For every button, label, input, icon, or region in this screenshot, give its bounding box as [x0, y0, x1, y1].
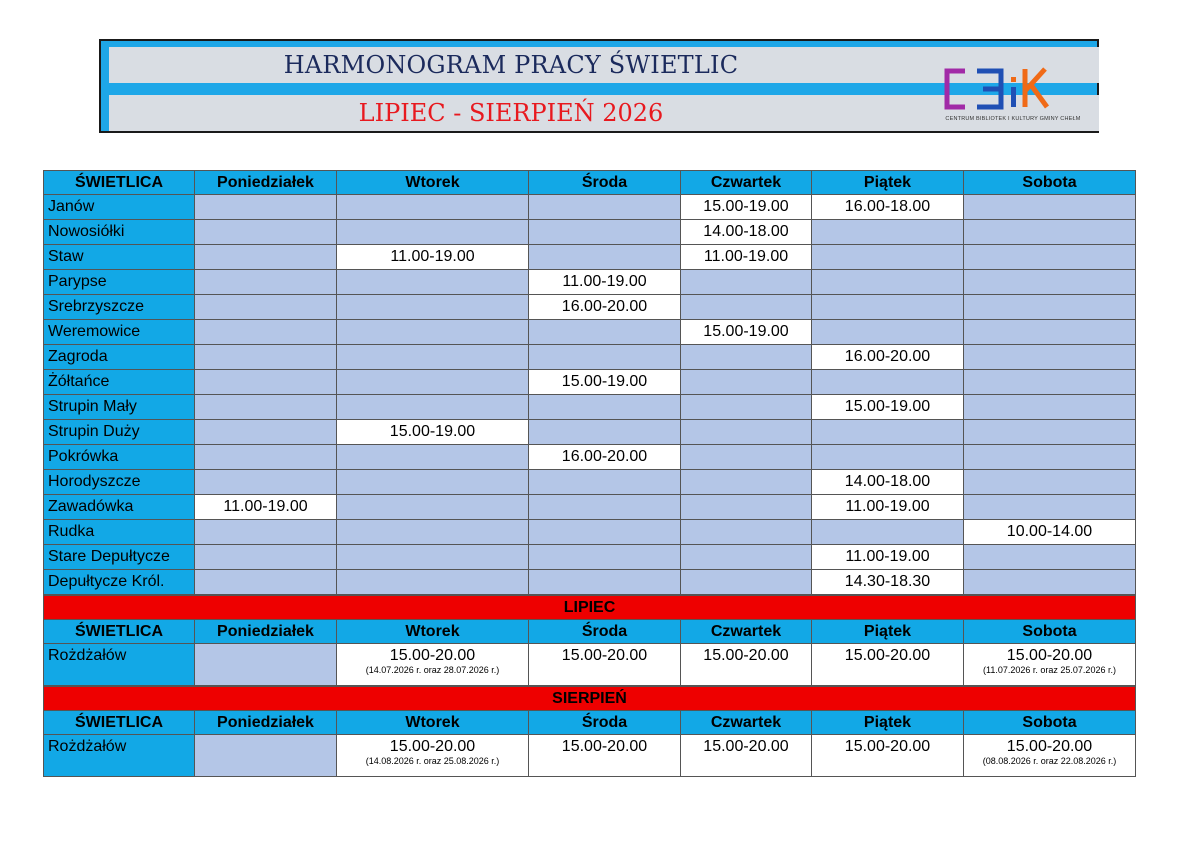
table-row [44, 245, 1136, 270]
col-header-piatek: Piątek [812, 171, 964, 195]
slot-wtorek [337, 735, 529, 777]
slot-sroda [529, 320, 681, 345]
col-header-sobota: Sobota [964, 171, 1136, 195]
slot-poniedzialek [195, 545, 337, 570]
slot-poniedzialek [195, 345, 337, 370]
slot-poniedzialek [195, 735, 337, 777]
slot-wtorek [337, 295, 529, 320]
slot-wtorek [337, 345, 529, 370]
col-header-wtorek: Wtorek [337, 711, 529, 735]
logo-caption: CENTRUM BIBLIOTEK I KULTURY GMINY CHEŁM [945, 116, 1081, 122]
slot-poniedzialek [195, 270, 337, 295]
slot-sroda: 11.00-19.00 [529, 270, 681, 295]
slot-wtorek: 11.00-19.00 [337, 245, 529, 270]
slot-wtorek [337, 195, 529, 220]
slot-sroda [529, 245, 681, 270]
slot-czwartek: 11.00-19.00 [681, 245, 812, 270]
col-header-swietlica: ŚWIETLICA [44, 171, 195, 195]
table-row [44, 295, 1136, 320]
slot-wtorek [337, 644, 529, 686]
slot-piatek: 15.00-19.00 [812, 395, 964, 420]
swietlica-name: Rudka [44, 520, 195, 545]
col-header-sroda: Środa [529, 620, 681, 644]
slot-sobota [964, 420, 1136, 445]
slot-wtorek [337, 545, 529, 570]
slot-czwartek [681, 470, 812, 495]
slot-czwartek: 14.00-18.00 [681, 220, 812, 245]
slot-poniedzialek [195, 420, 337, 445]
slot-czwartek [681, 420, 812, 445]
slot-sobota [964, 495, 1136, 520]
slot-wtorek [337, 495, 529, 520]
header-row [44, 171, 1136, 195]
slot-wtorek [337, 220, 529, 245]
slot-piatek [812, 320, 964, 345]
col-header-piatek: Piątek [812, 711, 964, 735]
table-row [44, 470, 1136, 495]
col-header-swietlica: ŚWIETLICA [44, 711, 195, 735]
col-header-poniedzialek: Poniedziałek [195, 620, 337, 644]
slot-piatek [812, 445, 964, 470]
swietlica-name: Srebrzyszcze [44, 295, 195, 320]
slot-czwartek: 15.00-19.00 [681, 320, 812, 345]
header-row [44, 620, 1136, 644]
slot-sroda: 16.00-20.00 [529, 445, 681, 470]
swietlica-name: Weremowice [44, 320, 195, 345]
slot-poniedzialek [195, 470, 337, 495]
slot-date-note: (14.07.2026 r. oraz 28.07.2026 r.) [365, 665, 500, 675]
slot-piatek: 16.00-18.00 [812, 195, 964, 220]
slot-sroda: 16.00-20.00 [529, 295, 681, 320]
slot-sobota [964, 195, 1136, 220]
month-band-july: LIPIEC [44, 596, 1136, 620]
slot-piatek [812, 295, 964, 320]
slot-piatek: 11.00-19.00 [812, 545, 964, 570]
slot-wtorek [337, 370, 529, 395]
swietlica-name: Rożdżałów [44, 644, 195, 686]
swietlica-name: Strupin Duży [44, 420, 195, 445]
august-section-table [43, 686, 1136, 777]
slot-sobota [964, 320, 1136, 345]
slot-sobota [964, 370, 1136, 395]
slot-sroda [529, 644, 681, 686]
slot-sobota [964, 345, 1136, 370]
slot-wtorek [337, 470, 529, 495]
table-row [44, 220, 1136, 245]
slot-sobota [964, 220, 1136, 245]
header-row [44, 711, 1136, 735]
slot-piatek [812, 520, 964, 545]
main-schedule-body [44, 195, 1136, 595]
col-header-czwartek: Czwartek [681, 711, 812, 735]
table-row [44, 270, 1136, 295]
table-row [44, 735, 1136, 777]
col-header-czwartek: Czwartek [681, 171, 812, 195]
table-row [44, 370, 1136, 395]
slot-czwartek: 15.00-19.00 [681, 195, 812, 220]
slot-poniedzialek [195, 445, 337, 470]
slot-time: 15.00-20.00 [703, 647, 789, 664]
table-row [44, 320, 1136, 345]
table-row [44, 420, 1136, 445]
slot-poniedzialek [195, 644, 337, 686]
slot-time: 15.00-20.00 [1006, 647, 1093, 664]
swietlica-name: Stare Depułtycze [44, 545, 195, 570]
slot-sroda [529, 345, 681, 370]
slot-time: 15.00-20.00 [703, 738, 789, 755]
slot-piatek [812, 370, 964, 395]
main-schedule-table [43, 170, 1136, 595]
swietlica-name: Depułtycze Król. [44, 570, 195, 595]
slot-piatek: 11.00-19.00 [812, 495, 964, 520]
slot-czwartek [681, 520, 812, 545]
slot-piatek [812, 220, 964, 245]
slot-czwartek [681, 545, 812, 570]
slot-sobota [964, 245, 1136, 270]
col-header-swietlica: ŚWIETLICA [44, 620, 195, 644]
slot-poniedzialek [195, 570, 337, 595]
table-row [44, 195, 1136, 220]
slot-sroda [529, 495, 681, 520]
slot-wtorek [337, 445, 529, 470]
slot-czwartek [681, 345, 812, 370]
swietlica-name: Rożdżałów [44, 735, 195, 777]
table-row [44, 445, 1136, 470]
slot-poniedzialek [195, 220, 337, 245]
slot-wtorek [337, 320, 529, 345]
slot-piatek [812, 245, 964, 270]
slot-sroda [529, 520, 681, 545]
table-row [44, 495, 1136, 520]
table-row [44, 520, 1136, 545]
slot-piatek [812, 270, 964, 295]
slot-czwartek [681, 270, 812, 295]
swietlica-name: Zagroda [44, 345, 195, 370]
table-row [44, 570, 1136, 595]
swietlica-name: Żółtańce [44, 370, 195, 395]
col-header-czwartek: Czwartek [681, 620, 812, 644]
slot-czwartek [681, 370, 812, 395]
slot-poniedzialek [195, 195, 337, 220]
slot-czwartek [681, 295, 812, 320]
slot-poniedzialek [195, 370, 337, 395]
slot-sroda [529, 470, 681, 495]
slot-time: 15.00-20.00 [561, 647, 648, 664]
col-header-wtorek: Wtorek [337, 171, 529, 195]
slot-sobota [964, 735, 1136, 777]
slot-poniedzialek [195, 295, 337, 320]
slot-piatek [812, 735, 964, 777]
slot-date-note: (14.08.2026 r. oraz 25.08.2026 r.) [365, 756, 500, 766]
slot-date-note: (11.07.2026 r. oraz 25.07.2026 r.) [983, 665, 1116, 675]
col-header-sroda: Środa [529, 171, 681, 195]
slot-sobota [964, 644, 1136, 686]
slot-piatek: 14.30-18.30 [812, 570, 964, 595]
slot-czwartek [681, 644, 812, 686]
swietlica-name: Horodyszcze [44, 470, 195, 495]
col-header-sroda: Środa [529, 711, 681, 735]
slot-sobota [964, 545, 1136, 570]
table-row [44, 545, 1136, 570]
slot-wtorek [337, 395, 529, 420]
col-header-poniedzialek: Poniedziałek [195, 171, 337, 195]
slot-czwartek [681, 395, 812, 420]
slot-wtorek [337, 570, 529, 595]
slot-time: 15.00-20.00 [561, 738, 648, 755]
slot-sroda [529, 545, 681, 570]
col-header-wtorek: Wtorek [337, 620, 529, 644]
slot-wtorek [337, 270, 529, 295]
col-header-poniedzialek: Poniedziałek [195, 711, 337, 735]
slot-piatek: 16.00-20.00 [812, 345, 964, 370]
july-section-table [43, 595, 1136, 686]
swietlica-name: Parypse [44, 270, 195, 295]
slot-sobota [964, 570, 1136, 595]
slot-time: 15.00-20.00 [844, 647, 931, 664]
slot-poniedzialek: 11.00-19.00 [195, 495, 337, 520]
table-row [44, 644, 1136, 686]
slot-piatek: 14.00-18.00 [812, 470, 964, 495]
slot-czwartek [681, 495, 812, 520]
slot-sroda [529, 420, 681, 445]
slot-wtorek [337, 520, 529, 545]
slot-czwartek [681, 445, 812, 470]
slot-piatek [812, 644, 964, 686]
slot-time: 15.00-20.00 [1006, 738, 1093, 755]
slot-czwartek [681, 570, 812, 595]
swietlica-name: Pokrówka [44, 445, 195, 470]
slot-sroda [529, 735, 681, 777]
slot-czwartek [681, 735, 812, 777]
slot-sroda [529, 220, 681, 245]
slot-sobota [964, 270, 1136, 295]
table-row [44, 345, 1136, 370]
swietlica-name: Nowosiółki [44, 220, 195, 245]
page-subtitle: LIPIEC - SIERPIEŃ 2026 [358, 99, 664, 127]
slot-sobota [964, 470, 1136, 495]
slot-wtorek: 15.00-19.00 [337, 420, 529, 445]
slot-time: 15.00-20.00 [844, 738, 931, 755]
swietlica-name: Strupin Mały [44, 395, 195, 420]
slot-sroda [529, 195, 681, 220]
slot-sobota [964, 295, 1136, 320]
slot-sroda: 15.00-19.00 [529, 370, 681, 395]
month-band-august: SIERPIEŃ [44, 687, 1136, 711]
col-header-sobota: Sobota [964, 620, 1136, 644]
slot-time: 15.00-20.00 [389, 738, 476, 755]
slot-sobota: 10.00-14.00 [964, 520, 1136, 545]
slot-poniedzialek [195, 245, 337, 270]
slot-poniedzialek [195, 395, 337, 420]
slot-piatek [812, 420, 964, 445]
document-header [99, 39, 1099, 133]
slot-sroda [529, 570, 681, 595]
slot-poniedzialek [195, 520, 337, 545]
col-header-piatek: Piątek [812, 620, 964, 644]
swietlica-name: Staw [44, 245, 195, 270]
slot-date-note: (08.08.2026 r. oraz 22.08.2026 r.) [982, 756, 1117, 766]
swietlica-name: Janów [44, 195, 195, 220]
slot-sroda [529, 395, 681, 420]
swietlica-name: Zawadówka [44, 495, 195, 520]
slot-sobota [964, 445, 1136, 470]
slot-time: 15.00-20.00 [389, 647, 476, 664]
slot-sobota [964, 395, 1136, 420]
slot-poniedzialek [195, 320, 337, 345]
page-title: HARMONOGRAM PRACY ŚWIETLIC [283, 51, 739, 79]
table-row [44, 395, 1136, 420]
col-header-sobota: Sobota [964, 711, 1136, 735]
